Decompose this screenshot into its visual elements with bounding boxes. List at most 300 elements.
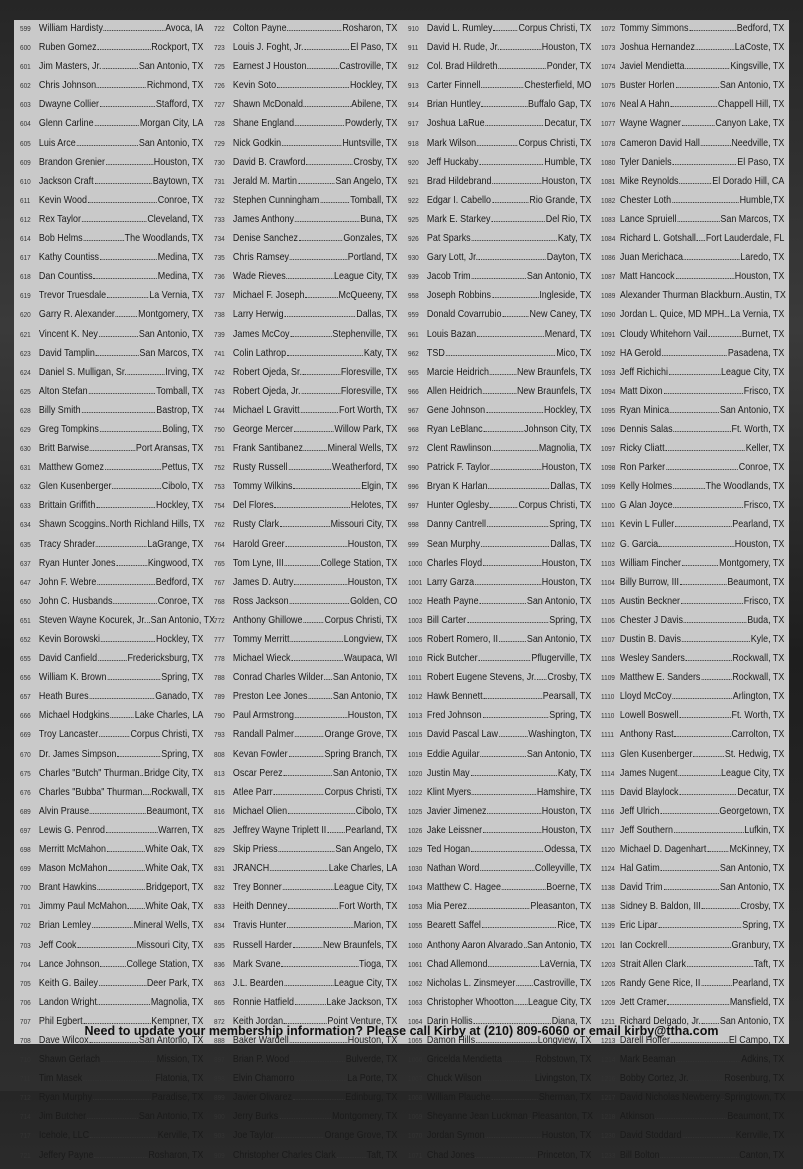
member-location: Granbury, TX [731,939,785,951]
member-location: Crosby, TX [740,901,785,913]
member-name: Darin Hollis [426,1015,473,1027]
member-name: Alexander Thurman Blackburn [620,290,741,302]
leader-dots [273,794,323,795]
leader-dots [680,794,737,795]
member-location: San Antonio, TX [526,271,591,283]
member-name: Brandon Grenier [38,156,105,168]
member-location: Spring, TX [161,672,204,684]
member-row [214,997,397,1016]
leader-dots [288,908,338,909]
member-row [20,519,203,538]
member-name: Rex Taylor [38,213,81,225]
member-number: 725 [213,62,225,72]
member-number: 1101 [601,520,616,530]
member-number: 1084 [601,234,616,244]
member-name: Chris Ramsey [232,252,289,264]
member-name: Britt Barwise [38,443,90,455]
member-name: Ross Jackson [232,595,289,607]
leader-dots [279,1118,331,1119]
member-row [601,214,784,233]
member-row [601,519,784,538]
member-row [408,443,591,462]
member-location: Decatur, TX [543,118,591,130]
member-location: San Antonio, TX [720,1015,785,1027]
member-number: 630 [20,444,31,454]
member-location: Weatherford, TX [331,462,398,474]
member-location: Longview, TX [343,634,398,645]
member-name: Billy Burrow, III [620,576,680,588]
leader-dots [479,603,526,604]
member-location: Tomball, TX [156,385,204,397]
member-number: 603 [20,100,31,110]
member-name: Harold Greer [232,538,285,550]
member-row [601,271,784,290]
member-name: Kevin Borowski [38,634,101,645]
member-row [214,882,397,901]
member-name: Donald Covarrubio [426,309,501,321]
member-number: 1075 [601,81,616,91]
leader-dots [655,1118,726,1119]
member-row [601,138,784,157]
member-name: Charles "Butch" Thurman [38,767,140,779]
member-number: 925 [407,214,419,224]
member-location: San Marcos, TX [139,347,204,359]
leader-dots [502,1061,534,1062]
member-location: LaCoste, TX [735,42,785,54]
member-number: 961 [407,329,419,339]
leader-dots [537,679,547,680]
member-number: 965 [407,367,419,377]
member-name: Phil Egbert [38,1015,83,1027]
member-location: Avoca, IA [165,23,204,34]
leader-dots [684,259,740,260]
leader-dots [489,507,517,508]
member-location: Longview, TX [537,1034,591,1046]
member-number: 1110 [601,692,615,702]
member-number: 1092 [601,348,616,358]
leader-dots [709,336,741,337]
member-name: James Anthony [232,213,294,225]
leader-dots [668,1004,730,1005]
member-row [601,920,784,939]
member-row [408,290,591,309]
member-location: Pleasanton, TX [529,901,591,913]
member-number: 619 [20,291,31,301]
leader-dots [676,278,735,279]
member-number: 1093 [601,367,616,377]
leader-dots [290,1061,345,1062]
leader-dots [288,813,355,814]
member-name: Javier Jimenez [426,805,487,817]
member-location: Johnson City, TX [523,423,591,435]
leader-dots [471,240,557,241]
member-row [601,539,784,558]
member-number: 651 [20,615,31,625]
member-location: Keller, TX [745,443,785,455]
member-row [601,367,784,386]
member-name: Christopher Whootton [426,996,514,1008]
member-row [20,729,203,748]
member-name: Ian Cockrell [620,939,668,951]
member-number: 650 [20,596,31,606]
member-name: Sheyanne Jean Luckman [426,1111,528,1123]
member-name: Kathy Countiss [38,252,100,264]
member-row [601,481,784,500]
member-name: Damon Hills [426,1034,475,1046]
leader-dots [290,259,347,260]
member-name: Elvin Chamorro [232,1073,295,1085]
member-row [20,997,203,1016]
leader-dots [445,355,555,356]
member-number: 1090 [601,310,616,320]
leader-dots [96,546,146,547]
member-number: 872 [213,1016,225,1026]
member-number: 863 [213,978,225,988]
member-number: 707 [20,1016,31,1026]
member-name: Shane England [232,118,294,130]
member-location: The Woodlands, TX [124,233,204,245]
member-name: Del Flores [232,500,274,512]
leader-dots [684,622,746,623]
member-number: 611 [20,195,31,205]
member-row [214,959,397,978]
member-name: Steven Wayne Kocurek, Jr. [38,614,147,626]
member-number: 962 [407,348,419,358]
member-location: Austin, TX [745,290,787,302]
member-number: 1116 [601,806,615,816]
member-location: Hamshire, TX [536,786,591,798]
leader-dots [686,68,730,69]
leader-dots [295,1004,326,1005]
leader-dots [277,87,349,88]
member-name: Jeffrey Wayne Triplett II [232,824,327,836]
member-name: Gene Johnson [426,404,485,416]
member-row [214,118,397,137]
member-number: 1055 [407,921,422,931]
member-location: Port Aransas, TX [135,443,204,455]
member-number: 836 [213,959,225,969]
member-location: Deer Park, TX [146,977,204,989]
member-name: Nick Godkin [232,137,281,149]
member-number: 675 [20,768,31,778]
member-row [408,309,591,328]
member-location: Buffalo Gap, TX [527,99,591,111]
member-name: Dustin B. Davis [620,634,682,645]
leader-dots [97,889,145,890]
member-location: Mineral Wells, TX [327,443,398,455]
member-location: Katy, TX [557,767,591,779]
member-number: 772 [213,615,225,625]
member-location: Beaumont, TX [727,1111,785,1123]
member-number: 657 [20,692,31,702]
member-number: 790 [213,711,225,721]
member-row [408,940,591,959]
member-name: David H. Rude, Jr. [426,42,499,54]
leader-dots [491,297,538,298]
member-row [20,42,203,61]
member-name: Anthony Aaron Alvarado [426,939,523,951]
member-location: Houston, TX [541,462,591,474]
member-row [20,290,203,309]
member-location: Kingwood, TX [147,557,204,569]
member-number: 1100 [601,501,616,511]
member-name: Russell Harder [232,939,292,951]
member-number: 601 [20,62,31,72]
member-number: 752 [213,463,225,473]
member-row [601,1150,784,1169]
member-name: Heith Denney [232,901,287,913]
member-location: Needville, TX [731,137,785,149]
leader-dots [128,908,145,909]
member-number: 996 [407,482,419,492]
member-name: Shawn Scoggins [38,519,106,531]
member-name: Rusty Russell [232,462,288,474]
leader-dots [94,125,139,126]
member-number: 1099 [601,482,616,492]
member-row [408,615,591,634]
member-name: Robert Eugene Stevens, Jr. [426,672,536,684]
member-location: Missouri City, TX [136,939,204,951]
member-name: Mark E. Starkey [426,213,490,225]
leader-dots [100,259,157,260]
member-number: 917 [407,119,419,129]
member-number: 920 [407,157,419,167]
leader-dots [659,927,742,928]
member-name: Matthew E. Sanders [620,672,701,684]
leader-dots [742,297,745,298]
leader-dots [101,641,155,642]
member-number: 734 [213,234,225,244]
member-location: White Oak, TX [145,901,204,913]
member-row [214,424,397,443]
member-location: San Antonio, TX [138,1034,204,1046]
member-row [20,1111,203,1130]
member-number: 702 [20,921,31,931]
member-number: 604 [20,119,31,129]
member-row [214,195,397,214]
leader-dots [471,794,535,795]
member-number: 835 [213,940,225,950]
member-row [408,424,591,443]
leader-dots [690,30,737,31]
member-name: Baker Wardell [232,1034,289,1046]
member-row [601,176,784,195]
leader-dots [281,966,358,967]
member-row [408,1111,591,1130]
member-name: Randall Palmer [232,729,294,741]
member-location: Castroville, TX [532,977,591,989]
member-number: 777 [213,635,225,644]
member-number: 910 [407,24,419,33]
member-row [20,443,203,462]
member-row [408,997,591,1016]
member-number: 1073 [601,43,616,53]
member-location: Rosharon, TX [148,1149,204,1161]
member-name: Ryan Hunter Jones [38,557,116,569]
member-name: Brad Hildebrand [426,175,492,187]
member-name: Robert Ojeda, Sr. [232,366,302,378]
leader-dots [481,927,556,928]
leader-dots [304,106,351,107]
member-number: 997 [407,501,419,511]
member-row [20,424,203,443]
member-name: Neal A Hahn [620,99,670,111]
member-number: 617 [20,253,31,263]
member-name: Trevor Truesdale [38,290,107,302]
member-row [214,596,397,615]
member-location: El Paso, TX [350,42,398,54]
leader-dots [488,966,539,967]
leader-dots [672,202,739,203]
member-location: Bastrop, TX [156,404,204,416]
member-location: San Antonio, TX [526,595,591,607]
member-name: Jeff Southern [620,824,674,836]
member-row [408,118,591,137]
member-name: David Nicholas Newberry [620,1092,721,1104]
member-name: Kevin L Fuller [620,519,675,531]
member-name: Tommy Simmons [620,23,689,34]
member-location: Corpus Christi, TX [130,729,204,741]
member-number: 815 [213,787,225,797]
leader-dots [478,259,545,260]
member-location: San Antonio, TX [526,939,592,951]
leader-dots [90,813,146,814]
member-location: Corpus Christi, TX [324,786,398,798]
member-name: Javier Olivarez [232,1092,292,1104]
member-row [601,959,784,978]
member-number: 701 [20,902,31,912]
member-number: 926 [407,234,419,244]
member-number: 744 [213,405,225,415]
member-row [214,1130,397,1149]
member-row [214,233,397,252]
member-location: LaGrange, TX [147,538,204,550]
member-row [601,195,784,214]
leader-dots [682,565,718,566]
member-location: McQueeny, TX [338,290,398,302]
member-location: Orange Grove, TX [324,1130,398,1142]
leader-dots [320,202,349,203]
member-row [601,844,784,863]
member-location: Rockwall, TX [151,786,204,798]
member-row [20,940,203,959]
member-row [408,920,591,939]
member-name: Wayne Wagner [620,118,682,130]
member-number: 1020 [407,768,422,778]
leader-dots [100,431,162,432]
member-row [601,99,784,118]
member-row [408,959,591,978]
leader-dots [147,622,150,623]
leader-dots [89,698,154,699]
leader-dots [696,49,734,50]
member-name: G Alan Joyce [620,500,673,512]
leader-dots [514,1004,526,1005]
leader-dots [293,1099,345,1100]
member-location: Golden, CO [349,595,398,607]
leader-dots [498,68,546,69]
member-number: 816 [213,806,225,816]
member-number: 625 [20,386,31,396]
member-row [408,978,591,997]
member-name: Frank Santibanez [232,443,303,455]
leader-dots [479,164,543,165]
member-name: Mason McMahon [38,863,108,875]
member-location: San Antonio, TX [138,328,204,340]
member-location: Buda, TX [747,614,785,626]
member-name: Gary Lott, Jr. [426,252,478,264]
member-number: 1022 [407,787,422,797]
member-number: 1062 [407,978,422,988]
member-name: Atkinson [620,1111,655,1123]
member-name: Bob Helms [38,233,83,245]
member-location: San Antonio, TX [138,137,204,149]
leader-dots [666,450,745,451]
member-location: Katy, TX [363,347,398,359]
leader-dots [116,316,137,317]
leader-dots [488,488,549,489]
leader-dots [295,221,359,222]
leader-dots [87,1118,138,1119]
member-row [601,806,784,825]
member-name: Garry R. Alexander [38,309,115,321]
member-location: Corpus Christi, TX [517,23,591,34]
leader-dots [483,698,542,699]
member-location: Fredericksburg, TX [127,653,204,665]
member-location: Floresville, TX [340,385,398,397]
member-name: Darell Hoffer [620,1034,671,1046]
leader-dots [679,775,721,776]
member-name: Eric Lipar [620,920,658,932]
member-row [214,405,397,424]
member-row [408,99,591,118]
member-name: Paul Armstrong [232,710,294,722]
member-name: Oscar Perez [232,767,283,779]
member-name: Rick Butcher [426,653,478,665]
member-name: Trey Bonner [232,882,282,894]
member-row [601,233,784,252]
leader-dots [81,412,155,413]
leader-dots [94,1157,147,1158]
member-row [20,214,203,233]
member-number: 1081 [601,176,616,186]
member-location: Houston, TX [541,175,591,187]
member-number: 751 [213,444,225,454]
member-name: JRANCH [232,863,269,875]
member-location: St. Hedwig, TX [725,748,785,760]
member-row [20,80,203,99]
member-name: Tim Masek [38,1073,83,1085]
leader-dots [140,775,143,776]
leader-dots [304,450,327,451]
leader-dots [116,565,147,566]
member-number: 1105 [601,596,616,606]
member-column-4 [595,23,789,1161]
member-location: League City, TX [333,271,398,283]
leader-dots [108,870,144,871]
member-name: Jeff Cook [38,939,77,951]
member-location: San Marcos, TX [720,213,785,225]
member-row [408,80,591,99]
leader-dots [701,985,731,986]
member-name: Joshua LaRue [426,118,485,130]
member-number: 705 [20,978,31,988]
member-location: Montgomery, TX [331,1111,398,1123]
member-row [20,596,203,615]
leader-dots [289,603,349,604]
member-name: Tom Lyne, III [232,557,284,569]
member-location: Washington, TX [527,729,591,741]
